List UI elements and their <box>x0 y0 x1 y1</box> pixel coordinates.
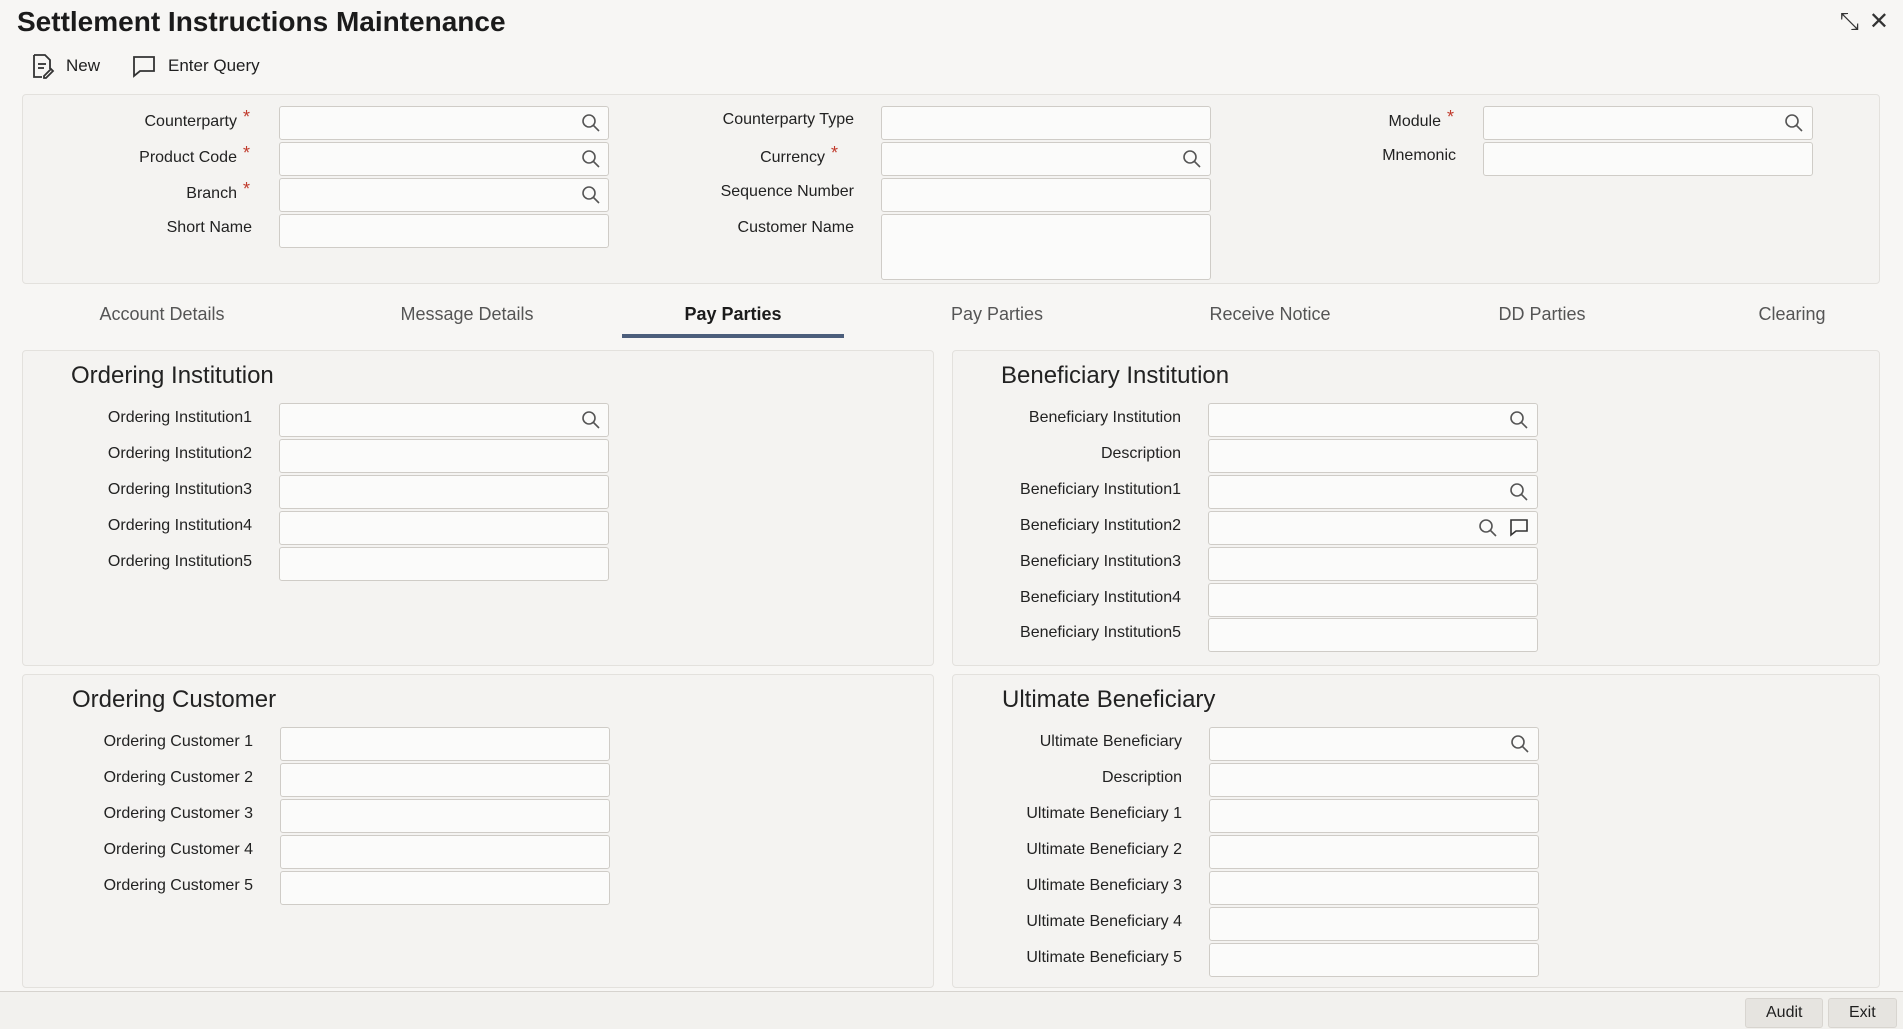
required-marker: * <box>830 143 838 163</box>
search-icon[interactable] <box>1508 481 1530 503</box>
ordering-customer2-input[interactable] <box>280 763 610 797</box>
short-name-input[interactable] <box>279 214 609 248</box>
ordering-customer5-label: Ordering Customer 5 <box>103 877 253 894</box>
counterparty-type-label-row <box>680 111 854 129</box>
toolbar <box>28 52 260 80</box>
collapse-icon[interactable]: ⤡ <box>1839 8 1859 35</box>
search-icon[interactable] <box>1783 112 1805 134</box>
counterparty-type-label: Counterparty Type <box>722 111 854 128</box>
ultimate-beneficiary1-input[interactable] <box>1209 799 1539 833</box>
ultimate-beneficiary2-input[interactable] <box>1209 835 1539 869</box>
beneficiary-institution5-label: Beneficiary Institution5 <box>1020 624 1181 641</box>
currency-label: Currency <box>760 148 825 166</box>
mnemonic-input[interactable] <box>1483 142 1813 176</box>
tab-account-details[interactable]: Account Details <box>99 304 225 324</box>
branch-label-row <box>100 179 250 204</box>
ordering-customer4-input[interactable] <box>280 835 610 869</box>
branch-input[interactable] <box>279 178 609 212</box>
beneficiary-institution3-label: Beneficiary Institution3 <box>1020 553 1181 570</box>
ordering-institution2-input[interactable] <box>279 439 609 473</box>
customer-name-label-row <box>680 219 854 237</box>
ordering-institution5-input[interactable] <box>279 547 609 581</box>
ordering-customer1-label: Ordering Customer 1 <box>103 733 253 750</box>
beneficiary-institution-title: Beneficiary Institution <box>1001 362 1230 389</box>
ordering-customer3-input[interactable] <box>280 799 610 833</box>
counterparty-label: Counterparty <box>144 112 237 130</box>
product-code-label-row <box>100 143 250 168</box>
ultimate-description-input[interactable] <box>1209 763 1539 797</box>
ordering-institution2-label: Ordering Institution2 <box>107 445 252 462</box>
beneficiary-institution4-label: Beneficiary Institution4 <box>1020 589 1181 606</box>
beneficiary-description-label: Description <box>1100 445 1181 462</box>
enter-query-button-label: Enter Query <box>168 56 260 75</box>
beneficiary-institution4-input[interactable] <box>1208 583 1538 617</box>
beneficiary-institution3-input[interactable] <box>1208 547 1538 581</box>
search-icon[interactable] <box>580 112 602 134</box>
page-title: Settlement Instructions Maintenance <box>17 6 506 37</box>
ordering-institution1-input[interactable] <box>279 403 609 437</box>
short-name-label-row <box>100 219 252 237</box>
tab-clearing[interactable]: Clearing <box>1758 304 1826 324</box>
counterparty-input[interactable] <box>279 106 609 140</box>
ordering-customer2-label: Ordering Customer 2 <box>103 769 253 786</box>
ultimate-beneficiary4-label: Ultimate Beneficiary 4 <box>1026 913 1182 930</box>
tab-receive-notice[interactable]: Receive Notice <box>1209 304 1331 324</box>
ordering-institution1-label: Ordering Institution1 <box>107 409 252 426</box>
close-icon[interactable]: ✕ <box>1868 8 1889 35</box>
ultimate-beneficiary4-input[interactable] <box>1209 907 1539 941</box>
required-marker: * <box>242 143 250 163</box>
search-icon[interactable] <box>580 148 602 170</box>
tab-pay-parties-2[interactable]: Pay Parties <box>950 304 1044 324</box>
beneficiary-institution2-label: Beneficiary Institution2 <box>1020 517 1181 534</box>
tab-dd-parties[interactable]: DD Parties <box>1498 304 1586 324</box>
currency-input[interactable] <box>881 142 1211 176</box>
product-code-input[interactable] <box>279 142 609 176</box>
search-icon[interactable] <box>1509 733 1531 755</box>
ordering-institution4-input[interactable] <box>279 511 609 545</box>
ultimate-beneficiary3-label: Ultimate Beneficiary 3 <box>1026 877 1182 894</box>
ultimate-beneficiary5-label: Ultimate Beneficiary 5 <box>1026 949 1182 966</box>
counterparty-label-row <box>100 107 250 132</box>
ordering-institution3-label: Ordering Institution3 <box>107 481 252 498</box>
ultimate-beneficiary-label: Ultimate Beneficiary <box>1039 733 1182 750</box>
module-label: Module <box>1388 112 1441 130</box>
ultimate-beneficiary1-label: Ultimate Beneficiary 1 <box>1026 805 1182 822</box>
branch-label: Branch <box>186 184 237 202</box>
enter-query-button[interactable] <box>130 52 260 80</box>
customer-name-label: Customer Name <box>737 219 854 236</box>
search-icon[interactable] <box>1508 409 1530 431</box>
ordering-customer3-label: Ordering Customer 3 <box>103 805 253 822</box>
short-name-label: Short Name <box>166 219 252 236</box>
required-marker: * <box>1446 107 1454 127</box>
currency-label-row <box>680 143 838 168</box>
required-marker: * <box>242 107 250 127</box>
ordering-customer5-input[interactable] <box>280 871 610 905</box>
tab-bar <box>22 296 1880 342</box>
ordering-customer4-label: Ordering Customer 4 <box>103 841 253 858</box>
beneficiary-description-input[interactable] <box>1208 439 1538 473</box>
beneficiary-institution1-label: Beneficiary Institution1 <box>1020 481 1181 498</box>
ultimate-beneficiary-input[interactable] <box>1209 727 1539 761</box>
module-label-row <box>1300 107 1454 132</box>
beneficiary-institution1-input[interactable] <box>1208 475 1538 509</box>
new-button-label: New <box>66 56 101 75</box>
search-icon[interactable] <box>1477 517 1499 539</box>
new-document-icon <box>28 52 56 80</box>
new-button[interactable] <box>28 52 100 80</box>
search-icon[interactable] <box>1181 148 1203 170</box>
ultimate-description-label: Description <box>1101 769 1182 786</box>
ultimate-beneficiary-title: Ultimate Beneficiary <box>1002 686 1216 713</box>
tab-message-details[interactable]: Message Details <box>400 304 534 324</box>
beneficiary-institution-input[interactable] <box>1208 403 1538 437</box>
product-code-label: Product Code <box>139 148 237 166</box>
counterparty-type-input[interactable] <box>881 106 1211 140</box>
comment-icon <box>130 52 158 80</box>
footer-bar <box>0 991 1903 1029</box>
comment-icon[interactable] <box>1508 516 1530 538</box>
ordering-institution5-label: Ordering Institution5 <box>107 553 252 570</box>
ordering-customer-title: Ordering Customer <box>72 686 277 713</box>
beneficiary-institution-label: Beneficiary Institution <box>1028 409 1181 426</box>
ordering-customer1-input[interactable] <box>280 727 610 761</box>
tab-pay-parties[interactable]: Pay Parties <box>622 296 844 338</box>
required-marker: * <box>242 179 250 199</box>
sequence-number-input[interactable] <box>881 178 1211 212</box>
search-icon[interactable] <box>580 184 602 206</box>
customer-name-textarea[interactable] <box>881 214 1211 280</box>
beneficiary-institution5-input[interactable] <box>1208 618 1538 652</box>
exit-button[interactable]: Exit <box>1828 998 1897 1028</box>
ordering-institution4-label: Ordering Institution4 <box>107 517 252 534</box>
ultimate-beneficiary2-label: Ultimate Beneficiary 2 <box>1026 841 1182 858</box>
ultimate-beneficiary5-input[interactable] <box>1209 943 1539 977</box>
sequence-number-label-row <box>680 183 854 201</box>
audit-button[interactable]: Audit <box>1745 998 1823 1028</box>
module-input[interactable] <box>1483 106 1813 140</box>
mnemonic-label: Mnemonic <box>1382 147 1456 164</box>
ultimate-beneficiary3-input[interactable] <box>1209 871 1539 905</box>
ordering-institution3-input[interactable] <box>279 475 609 509</box>
sequence-number-label: Sequence Number <box>720 183 854 200</box>
ordering-institution-title: Ordering Institution <box>71 362 274 389</box>
mnemonic-label-row <box>1300 147 1456 165</box>
search-icon[interactable] <box>580 409 602 431</box>
